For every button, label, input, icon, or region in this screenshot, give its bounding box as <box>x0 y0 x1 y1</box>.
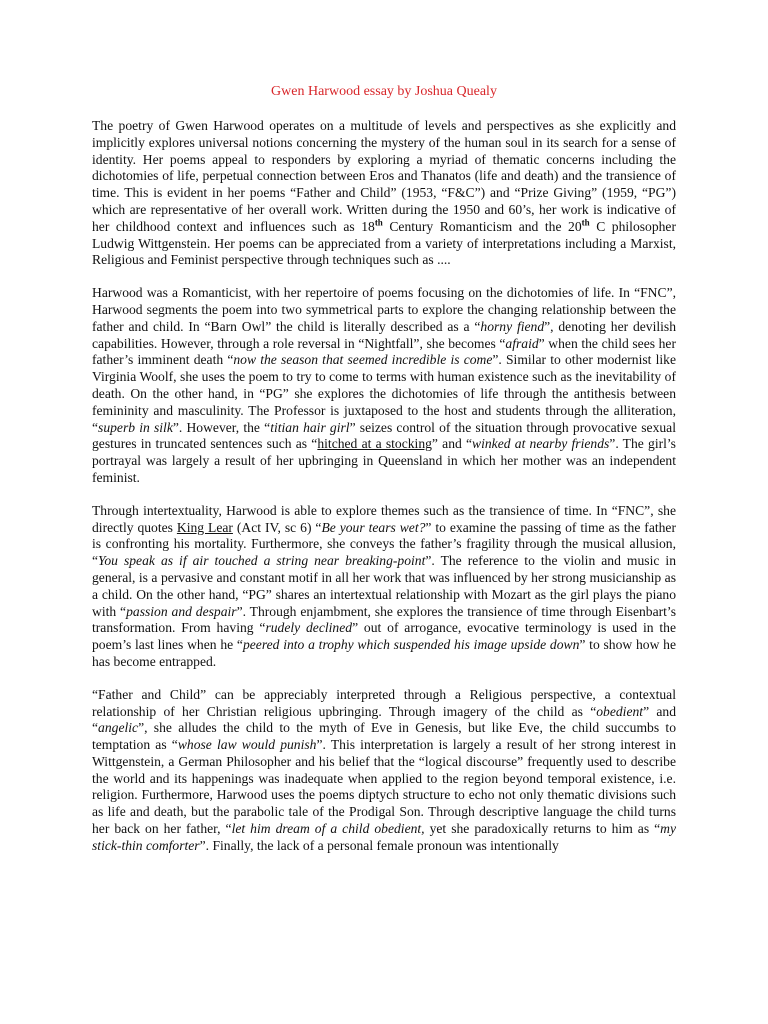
quoted-phrase: afraid <box>505 335 539 351</box>
text-run: ”, denoting her devilish capabilities. However, through a role reversal in “Nightfall”, she becomes “ <box>92 318 676 351</box>
text-run: (Act IV, sc 6) “ <box>232 519 322 535</box>
underlined-phrase: hitched at a stocking <box>317 436 432 452</box>
paragraph-4 <box>92 687 676 855</box>
quoted-phrase: winked at nearby friends <box>472 436 610 452</box>
quoted-phrase: rudely declined <box>265 620 353 636</box>
text-run: Century Romanticism and the 20 <box>382 218 582 234</box>
text-run: ”, she alludes the child to the myth of Eve in Genesis, but like Eve, the child succumbs to temptation as “ <box>92 720 676 753</box>
document-title: Gwen Harwood essay by Joshua Quealy <box>271 84 497 99</box>
quoted-phrase: horny fiend <box>480 318 545 334</box>
text-run: “Father and Child” can be appreciably interpreted through a Religious perspective, a contextual relationship of her Christian religious upbringing. Through imagery of the child as “ <box>92 686 676 719</box>
text-run: ”. Finally, the lack of a personal female pronoun was intentionally <box>199 837 559 853</box>
text-run: yet she paradoxically returns to him as “ <box>424 821 661 837</box>
quoted-phrase: obedient <box>596 703 644 719</box>
text-run: ” and “ <box>431 436 473 452</box>
quoted-phrase: my stick-thin comforter <box>92 821 677 853</box>
ordinal-suffix: th <box>374 217 383 228</box>
text-run: ” to examine the passing of time as the father is confronting his mortality. Furthermore, she conveys the father’s fragility through the musical allusion, “ <box>92 519 676 569</box>
text-run: Harwood was a Romanticist, with her repertoire of poems focusing on the dichotomies of life. In “FNC”, Harwood segments the poem into two symmetrical parts to explore the changing relationship between the father and child. In “Barn Owl” the child is literally described as a “ <box>92 285 676 334</box>
quoted-phrase: angelic <box>98 720 139 736</box>
quoted-phrase: Be your tears wet? <box>321 519 426 535</box>
text-run: ” when the child sees her father’s imminent death “ <box>92 335 676 368</box>
text-run: ”. Similar to other modernist like Virginia Woolf, she uses the poem to try to come to terms with human existence such as the inevitability of death. On the other hand, in “PG” she explores the dichotomies of life through the antithesis between femininity and masculinity. The Professor is juxtaposed to the host and students through the alliteration, “ <box>92 352 676 435</box>
paragraph-3 <box>92 503 676 671</box>
quoted-phrase: whose law would punish <box>177 737 317 753</box>
text-run: The poetry of Gwen Harwood operates on a multitude of levels and perspectives as she explicitly and implicitly explores universal notions concerning the mystery of the human soul in its search for a sense of identity. Her poems appeal to responders by exploring a myriad of thematic concerns including the dichotomies of life, perpetual connection between Eros and Thanatos (life and death) and the transience of time. This is evident in her poems “Father and Child” (1953, “F&C”) and “Prize Giving” (1959, “PG”) which are representative of her overall work. Written during the 1950 and 60’s, her work is indicative of her childhood context and influences such as 18 <box>92 118 676 234</box>
text-run: ”. The reference to the violin and music in general, is a pervasive and constant motif in all her work that was influenced by her strong musicianship as a child. On the other hand, “PG” shares an intertextual relationship with Mozart as the girl plays the piano with “ <box>92 553 676 619</box>
paragraph-1 <box>92 118 676 269</box>
quoted-phrase: superb in silk <box>98 419 173 435</box>
text-run: ”. Through enjambment, she explores the transience of time through Eisenbart’s transformation. From having “ <box>92 603 677 636</box>
quoted-phrase: You speak as if air touched a string near breaking-point <box>98 553 426 569</box>
text-run: ” to show how he has become entrapped. <box>92 637 676 669</box>
paragraph-2 <box>92 285 676 487</box>
underlined-phrase: King Lear <box>176 519 233 535</box>
text-run: C philosopher Ludwig Wittgenstein. Her poems can be appreciated from a variety of interpretations including a Marxist, Religious and Feminist perspective through techniques such as .... <box>92 218 676 268</box>
text-run: Through intertextuality, Harwood is able to explore themes such as the transience of time. In “FNC”, she directly quotes <box>92 502 676 535</box>
quoted-phrase: let him dream of a child obedient, <box>231 821 425 837</box>
text-run: ” seizes control of the situation through provocative sexual gestures in truncated sentences such as “ <box>92 419 676 452</box>
quoted-phrase: peered into a trophy which suspended his image upside down <box>242 637 580 653</box>
text-run: ”. This interpretation is largely a result of her strong interest in Wittgenstein, a German Philosopher and his belief that the “logical discourse” frequently used to describe the world and its happenings was inadequate when applied to the region beyond temporal existence, i.e. religion. Furthermore, Harwood uses the poems diptych structure to echo not only thematic divisions such as life and death, but the parabolic tale of the Prodigal Son. Through descriptive language the child turns her back on her father, “ <box>92 737 677 837</box>
ordinal-suffix: th <box>581 217 590 228</box>
text-run: ”. The girl’s portrayal was largely a result of her upbringing in Queensland in which her mother was an independent feminist. <box>92 436 676 485</box>
document-page <box>92 84 676 871</box>
quoted-phrase: titian hair girl <box>270 419 350 435</box>
quoted-phrase: passion and despair <box>126 603 237 619</box>
text-run: ”. However, the “ <box>172 419 271 435</box>
text-run: ” out of arrogance, evocative terminology is used in the poem’s last lines when he “ <box>92 620 677 653</box>
text-run: ” and “ <box>92 703 677 736</box>
quoted-phrase: now the season that seemed incredible is come <box>233 352 493 368</box>
